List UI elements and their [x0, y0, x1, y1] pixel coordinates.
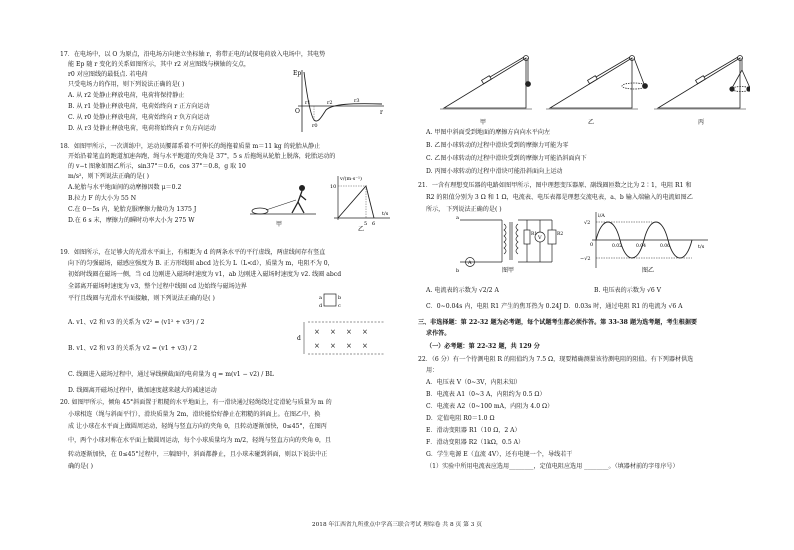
- q20-option-b: B. 乙图小球转动的过程中滑块受到的摩擦力可能为零: [426, 142, 569, 149]
- q20-label-yi: 乙: [588, 119, 595, 126]
- q19-magnetic-field-figure: [296, 292, 386, 364]
- q20-incline-figures: [440, 46, 750, 130]
- q18-tick-10: 10: [330, 184, 337, 190]
- q21-tick-006: 0.06: [660, 244, 671, 249]
- q17-r2: r2: [327, 100, 333, 106]
- required-section-title: （一）必考题：第 22-32 题，共 129 分: [426, 343, 540, 350]
- q19-line-3: 初始时线圈在磁场一侧，当 cd 边刚进入磁场时速度为 v1，ab 边刚进入磁场时速度为 v2. 线圈 abcd: [68, 271, 342, 278]
- q17-r3: r3: [354, 98, 360, 104]
- svg-text:×: ×: [346, 342, 352, 350]
- svg-text:×: ×: [330, 342, 336, 350]
- q21-option-b: B. 电压表的示数为 √6 V: [594, 287, 662, 294]
- q21-ammeter-label: A: [468, 260, 472, 266]
- q18-option-a: A.轮胎与水平地面间的动摩擦因数 μ＝0.2: [68, 184, 182, 191]
- q19-label-b: b: [338, 295, 342, 301]
- q21-tick-zero: 0: [590, 242, 594, 248]
- q18-option-b: B.拉力 F 的大小为 55 N: [68, 195, 137, 202]
- q21-label-jia: 图甲: [502, 267, 515, 274]
- q21-r2-label: R2: [557, 232, 564, 237]
- q20-line-5: 转动逐渐加快，在 0≤45°过程中，三幅图中，斜面都静止，且小球未碰到斜面，则以下说法中正: [68, 451, 328, 458]
- q20-line-4: 中，两个小球对称在水平面上做圆周运动，每个小球质量均为 m/2，轻绳与竖直方向的夹角 θ，且: [68, 437, 332, 444]
- q19-line-2: 向下的匀强磁场，磁感应强度为 B. 正方形线圈 abcd 边长为 L（L<d），质量为 m，电阻不为 0，: [68, 260, 334, 267]
- q18-tick-5: 5: [364, 221, 368, 227]
- section-header-line-1: 三、非选择题：第 22-32 题为必考题，每个试题考生都必须作答。第 33-38 题为选考题，考生根据要: [418, 319, 698, 326]
- equipment-f: F．滑动变阻器 R2（1kΩ，0.5 A）: [426, 439, 525, 446]
- page-footer: 2018 年江西省九所重点中学高三联合考试 理综卷 共 8 页 第 3 页: [311, 522, 483, 528]
- q21-r1-label: R1: [531, 232, 538, 237]
- q21-tick-002: 0.02: [612, 244, 623, 249]
- equipment-b: B．电流表 A1（0~3 A，内阻约为 0.5 Ω）: [426, 391, 546, 398]
- q18-line-2: 开始沿着笔直的跑道加速奔跑，绳与水平跑道的夹角是 37°，5 s 后拖绳从轮胎上脱落，轮胎运动的: [68, 153, 336, 160]
- svg-text:×: ×: [330, 328, 336, 336]
- q17-line-1: 17．在电场中，以 O 为原点，沿电场方向建立坐标轴 r，将带正电的试探电荷放入电场中，其电势: [60, 51, 326, 58]
- q21-tick-004: 0.04: [636, 244, 647, 249]
- q17-option-b: B. 从 r1 处静止释放电荷，电荷始终向 r 正方向运动: [68, 103, 210, 110]
- svg-text:×: ×: [362, 342, 368, 350]
- q20-label-bing: 丙: [698, 119, 705, 126]
- equipment-e: E．滑动变阻器 R1（10 Ω，2 A）: [426, 427, 521, 434]
- q20-option-c: C. 乙图小球转动的过程中滑块受到的摩擦力可能沿斜面向下: [426, 155, 587, 162]
- q22-part-1: （1）实验中所用电流表应选用________，定值电阻应选用 ________。（填器材前的字母序号）: [426, 463, 679, 470]
- q19-option-c: C. 线圈进入磁场过程中，通过导线横截面的电荷量为 q = m(v1 − v2) / BL: [68, 371, 274, 378]
- q21-line-1: 21．一含有理想变压器的电路如图甲所示，图中理想变压器原、副线圈匝数之比为 2∶1，电阻 R1 和: [418, 182, 692, 189]
- q18-label-yi: 乙: [358, 226, 365, 232]
- q21-line-2: R2 的阻值分别为 3 Ω 和 1 Ω，电流表、电压表都是理想交流电表，a、b 输入端输入的电流如图乙: [426, 194, 693, 201]
- q21-line-3: 所示， 下列说法正确的是( ): [426, 206, 502, 213]
- q19-label-c: c: [338, 303, 341, 309]
- q17-line-4: 只受电场力的作用，则下列说法正确的是( ): [68, 81, 185, 88]
- q19-line-1: 19．如图所示，在足够大的光滑水平面上，有相距为 d 的两条水平的平行虚线，两虚线间存有竖直: [60, 249, 326, 256]
- q20-line-1: 20. 如图甲所示，倾角 45°斜面置于粗糙的水平地面上，有一滑块通过轻绳绕过定滑轮与质量为 m 的: [60, 399, 332, 406]
- section-header-line-2: 求作答。: [426, 330, 451, 337]
- q19-label-a: a: [319, 295, 322, 301]
- q20-line-3: 成 让小球在水平面上做圆周运动，轻绳与竖直方向的夹角 θ，且转动逐渐加快，0≤45°，在图丙: [68, 423, 327, 430]
- q17-option-c: C. 从 r0 处静止释放电荷，电荷始终向 r 负方向运动: [68, 114, 210, 121]
- q18-figure: [246, 172, 394, 232]
- q17-line-2: 能 Ep 随 r 变化的关系如图所示，其中 r2 对应图线与横轴的交点，: [68, 61, 251, 68]
- q19-option-d: D. 线圈离开磁场过程中，做加速度越来越大的减速运动: [68, 387, 217, 394]
- q18-line-3: 的 v−t 图象如图乙所示，sin37°＝0.6，cos 37°＝0.8，g 取 10: [68, 163, 246, 170]
- q18-axis-v: v/(m·s⁻¹): [340, 176, 362, 182]
- q20-option-d: D. 丙图小球转动的过程中滑块可能沿斜面向上运动: [426, 168, 563, 175]
- q17-energy-graph: [292, 66, 388, 136]
- equipment-g: G．学生电源 E（直流 4V），还有电键一个，导线若干: [426, 451, 573, 458]
- q17-option-a: A. 从 r2 处静止释放电荷，电荷将保持静止: [68, 92, 185, 99]
- q17-r1: r1: [305, 100, 311, 106]
- q21-option-a: A. 电流表的示数为 √2/2 A: [426, 287, 499, 294]
- q17-line-3: r0 对应图线的最低点. 若电荷: [68, 71, 148, 78]
- q22-line-2: 用：: [426, 367, 439, 374]
- q17-option-d: D. 从 r3 处静止释放电荷，电荷将始终向 r 负方向运动: [68, 125, 216, 132]
- q18-label-jia: 甲: [276, 221, 283, 228]
- q19-line-5: 平行且线圈与光滑水平面接触，则下列说法正确的是( ): [68, 295, 215, 302]
- q19-label-d: d: [319, 303, 323, 309]
- q19-option-b: B. v1、v2 和 v3 的关系为 v2 = (v1 + v3) / 2: [68, 345, 198, 352]
- q21-circuit-and-graph: [452, 210, 714, 274]
- equipment-c: C．电流表 A2（0~100 mA，内阻为 4.0 Ω）: [426, 403, 554, 410]
- q21-voltmeter-label: V: [538, 235, 542, 241]
- equipment-d: D．定值电阻 R0＝1.0 Ω: [426, 415, 495, 422]
- q19-label-dist-d: d: [297, 335, 301, 342]
- q17-origin: O: [295, 108, 300, 115]
- q21-axis-i: i/A: [598, 213, 605, 219]
- q21-tick-pos: √2: [584, 220, 591, 226]
- q21-terminal-a: a: [456, 215, 459, 221]
- q21-label-yi: 图乙: [642, 267, 655, 274]
- q21-axis-t: t/s: [698, 244, 705, 250]
- q18-line-1: 18．如图甲所示，一次训练中，运动员腰部系着不可伸长的绳拖着质量 m＝11 kg 的轮胎从静止: [60, 143, 321, 150]
- q18-option-d: D.在 6 s 末，摩擦力的瞬时功率大小为 275 W: [68, 217, 195, 224]
- svg-text:×: ×: [362, 328, 368, 336]
- q18-option-c: C.在 0～5s 内，轮胎克服摩擦力做功为 1375 J: [68, 206, 197, 213]
- q19-line-4: 全部离开磁场时速度为 v3，整个过程中线圈 cd 边始终与磁场边界: [68, 283, 247, 290]
- q19-option-a: A. v1、v2 和 v3 的关系为 v2² = (v1² + v3²) / 2: [68, 319, 205, 326]
- q21-tick-neg: −√2: [580, 256, 591, 262]
- q22-line-1: 22．（6 分）有一个待测电阻 R 的阻值约为 7.5 Ω，现要精确测量该待测电阻的阻值。有下列器材供选: [418, 356, 694, 363]
- svg-text:×: ×: [314, 328, 320, 336]
- q21-terminal-b: b: [456, 268, 460, 274]
- equipment-a: A．电压表 V（0~3V，内阻未知）: [426, 379, 522, 386]
- q17-r0: r0: [312, 123, 318, 129]
- q18-axis-t: t/s: [382, 211, 389, 217]
- q20-line-2: 小球相连（绳与斜面平行），滑块质量为 2m，滑块能恰好静止在粗糙的斜面上。在图乙中，换: [68, 411, 321, 418]
- svg-text:×: ×: [346, 328, 352, 336]
- q20-option-a: A. 甲图中斜面受到地面的摩擦方向向水平向左: [426, 129, 551, 136]
- q20-label-jia: 甲: [480, 119, 487, 126]
- svg-text:×: ×: [314, 342, 320, 350]
- q18-tick-6: 6: [372, 221, 376, 227]
- q17-axis-r: r: [380, 109, 383, 116]
- q17-axis-ep: Ep: [293, 70, 302, 77]
- q21-options-cd: C．0~0.04s 内，电阻 R1 产生的焦耳热为 0.24J D．0.03s 时，通过电阻 R1 的电流为 √6 A: [426, 303, 683, 310]
- q20-line-6: 确的是( ): [68, 463, 93, 470]
- q18-line-4: m/s²，则下列说法正确的是( ): [68, 173, 150, 180]
